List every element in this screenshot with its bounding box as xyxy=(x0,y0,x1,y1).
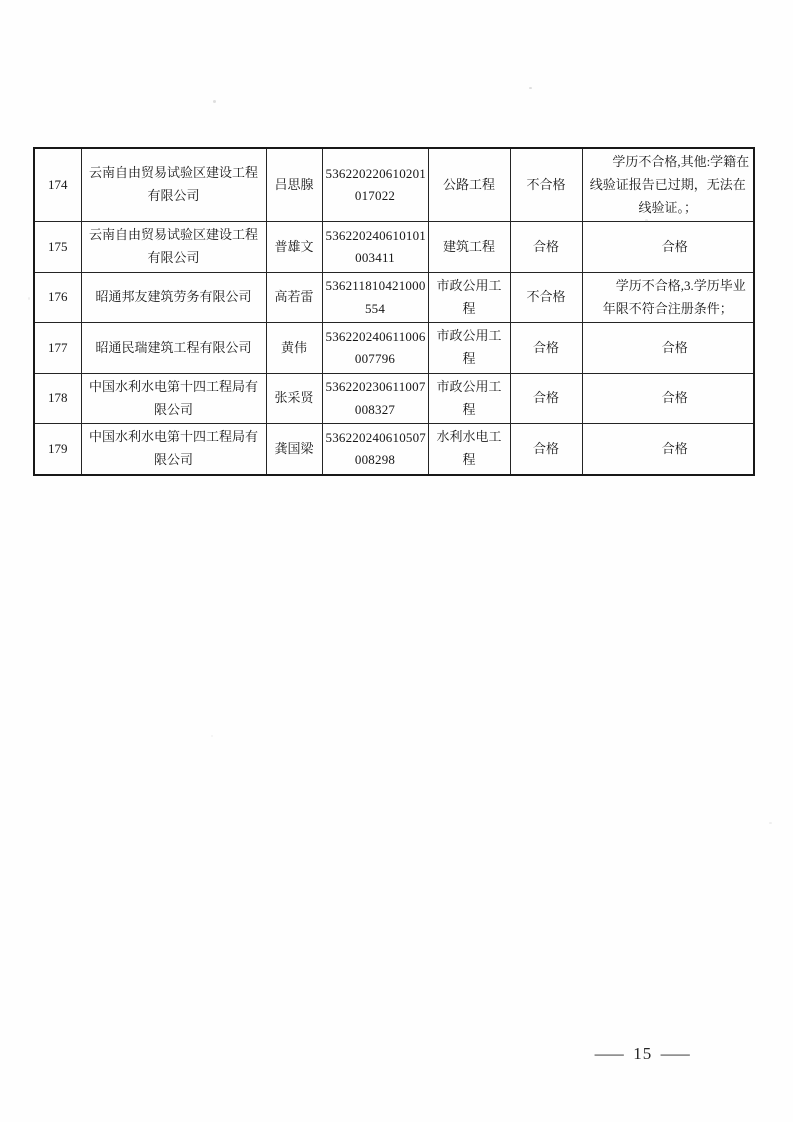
row-index-cell: 177 xyxy=(34,323,81,374)
scan-artifact-speck xyxy=(645,219,648,222)
page-number-dash-left: — xyxy=(594,1044,626,1063)
major-cell: 市政公用工程 xyxy=(428,323,510,374)
person-name-cell: 黄伟 xyxy=(266,323,322,374)
scan-artifact-speck xyxy=(529,87,532,89)
remark-cell: 合格 xyxy=(582,373,754,424)
certificate-no-cell xyxy=(322,373,428,424)
major-cell: 市政公用工程 xyxy=(428,373,510,424)
scan-artifact-speck xyxy=(769,822,772,824)
result-cell: 不合格 xyxy=(510,272,582,323)
company-cell: 云南自由贸易试验区建设工程有限公司 xyxy=(81,148,266,222)
certificate-no-line: 536220240611006 xyxy=(325,328,426,344)
remark-cell: 合格 xyxy=(582,222,754,273)
certificate-no-cell xyxy=(322,148,428,222)
certificate-no-line: 536220230611007 xyxy=(325,379,426,395)
scan-artifact-speck xyxy=(28,297,30,300)
certificate-no-cell xyxy=(322,424,428,475)
certificate-no-line: 003411 xyxy=(355,250,395,265)
company-cell: 中国水利水电第十四工程局有限公司 xyxy=(81,424,266,475)
person-name-cell: 吕思腺 xyxy=(266,148,322,222)
scan-artifact-speck xyxy=(211,735,213,737)
major-cell: 建筑工程 xyxy=(428,222,510,273)
page-number xyxy=(594,1044,691,1064)
result-cell: 合格 xyxy=(510,222,582,273)
table-row xyxy=(34,222,754,273)
certificate-no-cell xyxy=(322,222,428,273)
certificate-no-cell xyxy=(322,323,428,374)
certificate-no-line: 536220240610101 xyxy=(325,227,426,243)
person-name-cell: 张采贤 xyxy=(266,373,322,424)
remark-cell: 合格 xyxy=(582,424,754,475)
person-name-cell: 龚国梁 xyxy=(266,424,322,475)
page-number-dash-right: — xyxy=(660,1044,691,1063)
certificate-no-line: 008298 xyxy=(354,452,396,467)
major-cell: 水利水电工程 xyxy=(428,424,510,475)
row-index-cell: 178 xyxy=(34,373,81,424)
person-name-cell: 高若雷 xyxy=(266,272,322,323)
review-results-table xyxy=(33,147,755,476)
scan-artifact-speck xyxy=(213,100,216,103)
table-row xyxy=(34,272,754,323)
certificate-no-cell xyxy=(322,272,428,323)
row-index-cell: 179 xyxy=(34,424,81,475)
row-index-cell: 175 xyxy=(34,222,81,273)
remark-cell: 学历不合格,3.学历毕业年限不符合注册条件； xyxy=(582,272,754,323)
table-row xyxy=(34,424,754,475)
result-cell: 合格 xyxy=(510,373,582,424)
company-cell: 昭通邦友建筑劳务有限公司 xyxy=(81,272,266,323)
remark-cell: 学历不合格,其他:学籍在线验证报告已过期，无法在线验证。； xyxy=(582,148,754,222)
certificate-no-line: 536211810421000 xyxy=(325,278,426,294)
result-cell: 不合格 xyxy=(510,148,582,222)
company-cell: 中国水利水电第十四工程局有限公司 xyxy=(81,373,266,424)
certificate-no-line: 536220240610507 xyxy=(325,429,426,445)
table-row xyxy=(34,148,754,222)
certificate-no-line: 007796 xyxy=(354,351,396,366)
row-index-cell: 174 xyxy=(34,148,81,222)
certificate-no-line: 017022 xyxy=(354,188,396,204)
page-number-value: 15 xyxy=(633,1044,653,1063)
result-cell: 合格 xyxy=(510,323,582,374)
row-index-cell: 176 xyxy=(34,272,81,323)
certificate-no-line: 536220220610201 xyxy=(325,166,426,182)
major-cell: 市政公用工程 xyxy=(428,272,510,323)
remark-cell: 合格 xyxy=(582,323,754,374)
major-cell: 公路工程 xyxy=(428,148,510,222)
table-row xyxy=(34,373,754,424)
person-name-cell: 普雄文 xyxy=(266,222,322,273)
certificate-no-line: 554 xyxy=(364,300,386,316)
company-cell: 昭通民瑞建筑工程有限公司 xyxy=(81,323,266,374)
result-cell: 合格 xyxy=(510,424,582,475)
certificate-no-line: 008327 xyxy=(354,401,396,417)
company-cell: 云南自由贸易试验区建设工程有限公司 xyxy=(81,222,266,273)
table-row xyxy=(34,323,754,374)
